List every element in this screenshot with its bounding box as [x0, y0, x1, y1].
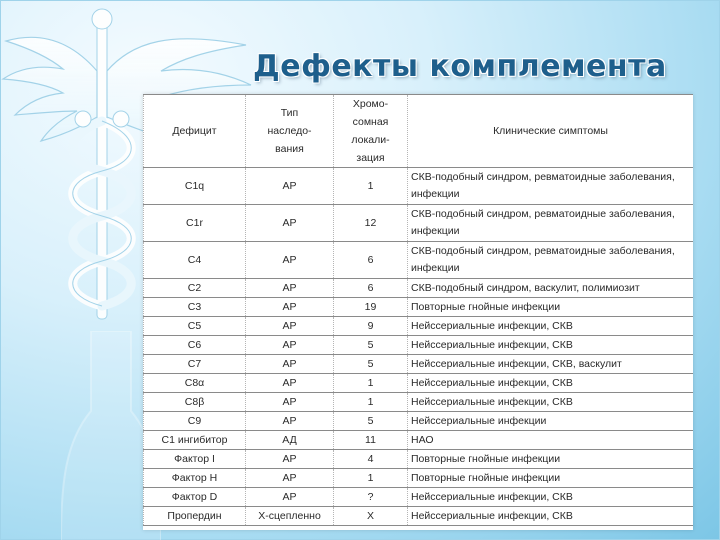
cell-locus: ?	[334, 488, 408, 507]
cell-locus: 11	[334, 431, 408, 450]
complement-deficiency-table	[143, 94, 693, 526]
header-deficit: Дефицит	[144, 95, 246, 168]
cell-symptoms: СКВ-подобный синдром, ревматоидные заболевания, инфекции	[408, 205, 694, 242]
cell-symptoms: Нейссериальные инфекции, СКВ, васкулит	[408, 355, 694, 374]
cell-symptoms: Повторные гнойные инфекции	[408, 450, 694, 469]
cell-symptoms: СКВ-подобный синдром, ревматоидные заболевания, инфекции	[408, 168, 694, 205]
cell-symptoms: Нейссериальные инфекции, СКВ	[408, 488, 694, 507]
cell-deficit: Пропердин	[144, 507, 246, 526]
table-row	[144, 317, 694, 336]
cell-locus: 9	[334, 317, 408, 336]
table-row	[144, 279, 694, 298]
cell-locus: 12	[334, 205, 408, 242]
cell-locus: 5	[334, 355, 408, 374]
table-row	[144, 355, 694, 374]
table-row	[144, 393, 694, 412]
cell-inheritance: АР	[246, 488, 334, 507]
cell-deficit: Фактор H	[144, 469, 246, 488]
table-row	[144, 450, 694, 469]
cell-inheritance: АР	[246, 336, 334, 355]
cell-inheritance: АР	[246, 355, 334, 374]
cell-deficit: C6	[144, 336, 246, 355]
cell-symptoms: Нейссериальные инфекции, СКВ	[408, 374, 694, 393]
cell-deficit: C2	[144, 279, 246, 298]
cell-symptoms: Повторные гнойные инфекции	[408, 469, 694, 488]
cell-deficit: C8β	[144, 393, 246, 412]
table-row	[144, 488, 694, 507]
cell-deficit: C9	[144, 412, 246, 431]
cell-deficit: C1q	[144, 168, 246, 205]
table-row	[144, 168, 694, 205]
cell-deficit: Фактор D	[144, 488, 246, 507]
table-row	[144, 242, 694, 279]
header-inheritance: Тип наследо-вания	[246, 95, 334, 168]
table-row	[144, 431, 694, 450]
cell-symptoms: Нейссериальные инфекции, СКВ	[408, 507, 694, 526]
table-row	[144, 507, 694, 526]
cell-deficit: C5	[144, 317, 246, 336]
cell-locus: 1	[334, 168, 408, 205]
cell-inheritance: АР	[246, 242, 334, 279]
cell-inheritance: Х-сцепленно	[246, 507, 334, 526]
table-row	[144, 298, 694, 317]
cell-locus: Х	[334, 507, 408, 526]
cell-deficit: C1 ингибитор	[144, 431, 246, 450]
cell-symptoms: СКВ-подобный синдром, васкулит, полимиозит	[408, 279, 694, 298]
cell-inheritance: АР	[246, 317, 334, 336]
cell-inheritance: АР	[246, 393, 334, 412]
cell-symptoms: Нейссериальные инфекции, СКВ	[408, 393, 694, 412]
cell-inheritance: АР	[246, 298, 334, 317]
cell-inheritance: АР	[246, 374, 334, 393]
cell-locus: 19	[334, 298, 408, 317]
table-row	[144, 205, 694, 242]
complement-table-card	[143, 94, 693, 530]
cell-deficit: Фактор I	[144, 450, 246, 469]
table-row	[144, 374, 694, 393]
cell-locus: 1	[334, 469, 408, 488]
cell-deficit: C7	[144, 355, 246, 374]
cell-inheritance: АР	[246, 412, 334, 431]
cell-deficit: C3	[144, 298, 246, 317]
table-row	[144, 412, 694, 431]
slide-title: Дефекты комплемента	[253, 49, 667, 84]
cell-symptoms: НАО	[408, 431, 694, 450]
cell-symptoms: Нейссериальные инфекции, СКВ	[408, 317, 694, 336]
cell-deficit: C8α	[144, 374, 246, 393]
cell-inheritance: АР	[246, 168, 334, 205]
table-row	[144, 336, 694, 355]
cell-locus: 4	[334, 450, 408, 469]
cell-locus: 5	[334, 412, 408, 431]
table-row	[144, 469, 694, 488]
cell-locus: 6	[334, 279, 408, 298]
cell-deficit: C4	[144, 242, 246, 279]
cell-inheritance: АД	[246, 431, 334, 450]
header-symptoms: Клинические симптомы	[408, 95, 694, 168]
cell-symptoms: Нейссериальные инфекции	[408, 412, 694, 431]
cell-inheritance: АР	[246, 450, 334, 469]
cell-inheritance: АР	[246, 469, 334, 488]
cell-locus: 5	[334, 336, 408, 355]
cell-locus: 1	[334, 374, 408, 393]
table-header-row	[144, 95, 694, 168]
cell-symptoms: Повторные гнойные инфекции	[408, 298, 694, 317]
cell-locus: 1	[334, 393, 408, 412]
cell-symptoms: СКВ-подобный синдром, ревматоидные заболевания, инфекции	[408, 242, 694, 279]
cell-locus: 6	[334, 242, 408, 279]
cell-symptoms: Нейссериальные инфекции, СКВ	[408, 336, 694, 355]
cell-deficit: C1r	[144, 205, 246, 242]
cell-inheritance: АР	[246, 205, 334, 242]
header-locus: Хромо-сомная локали-зация	[334, 95, 408, 168]
cell-inheritance: АР	[246, 279, 334, 298]
